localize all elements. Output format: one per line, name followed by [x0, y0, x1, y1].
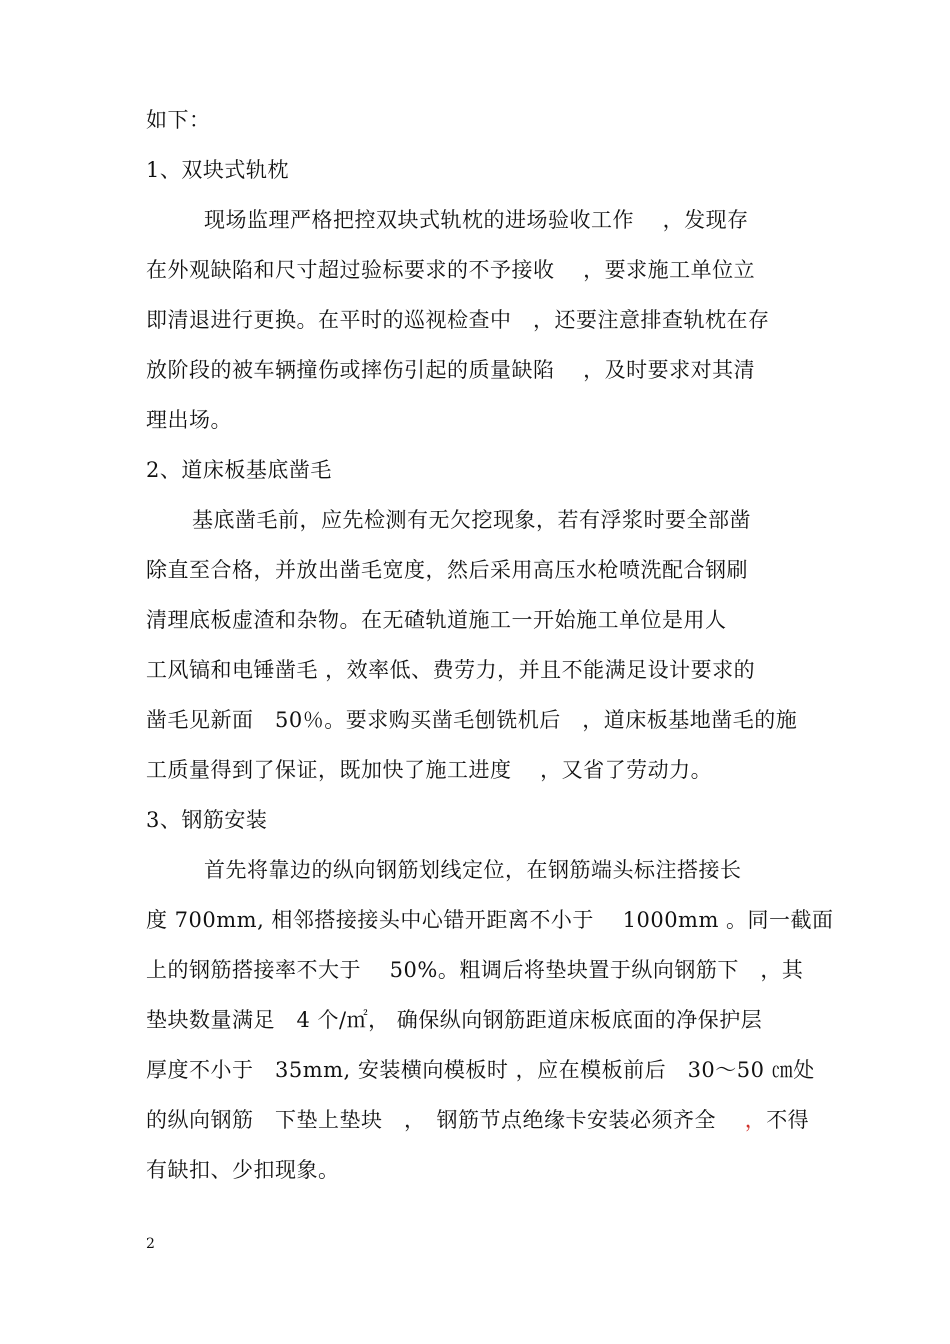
text-line: 清理底板虚渣和杂物。在无碴轨道施工一开始施工单位是用人 — [146, 608, 727, 632]
red-comma: ， — [744, 1108, 767, 1132]
text-line: 放阶段的被车辆撞伤或摔伤引起的质量缺陷 ，及时要求对其清 — [146, 358, 756, 382]
text-line: 厚度不小于 35mm, 安装横向模板时 ，应在模板前后 30～50 ㎝处 — [146, 1058, 815, 1082]
text-line: 垫块数量满足 4 个/㎡， 确保纵向钢筋距道床板底面的净保护层 — [146, 1008, 763, 1032]
section-heading: 1、双块式轨枕 — [146, 158, 289, 182]
text-line: 如下： — [146, 108, 211, 132]
text-line: 凿毛见新面 50％。要求购买凿毛刨铣机后 ，道床板基地凿毛的施 — [146, 708, 798, 732]
text-line: 上的钢筋搭接率不大于 50%。粗调后将垫块置于纵向钢筋下 ，其 — [146, 958, 804, 982]
text-line — [146, 1108, 809, 1132]
text-line: 基底凿毛前，应先检测有无欠挖现象，若有浮浆时要全部凿 — [192, 508, 751, 532]
text-line: 现场监理严格把控双块式轨枕的进场验收工作 ，发现存 — [204, 208, 749, 232]
text-line: 即清退进行更换。在平时的巡视检查中 ，还要注意排查轨枕在存 — [146, 308, 770, 332]
text-line: 工风镐和电锤凿毛 ，效率低、费劳力，并且不能满足设计要求的 — [146, 658, 756, 682]
text-line: 有缺扣、少扣现象。 — [146, 1158, 340, 1182]
page-number: 2 — [146, 1236, 155, 1252]
text-line: 除直至合格，并放出凿毛宽度，然后采用高压水枪喷洗配合钢刷 — [146, 558, 748, 582]
text-line: 度 700mm, 相邻搭接接头中心错开距离不小于 1000mm 。同一截面 — [146, 908, 834, 932]
text-fragment: 不得 — [766, 1108, 810, 1132]
text-line: 工质量得到了保证，既加快了施工进度 ，又省了劳动力。 — [146, 758, 713, 782]
text-line: 在外观缺陷和尺寸超过验标要求的不予接收 ，要求施工单位立 — [146, 258, 756, 282]
section-heading: 3、钢筋安装 — [146, 808, 268, 832]
text-fragment: 的纵向钢筋 下垫上垫块 ， 钢筋节点绝缘卡安装必须齐全 — [146, 1108, 745, 1132]
section-heading: 2、道床板基底凿毛 — [146, 458, 332, 482]
text-line: 理出场。 — [146, 408, 232, 432]
text-line: 首先将靠边的纵向钢筋划线定位，在钢筋端头标注搭接长 — [204, 858, 742, 882]
